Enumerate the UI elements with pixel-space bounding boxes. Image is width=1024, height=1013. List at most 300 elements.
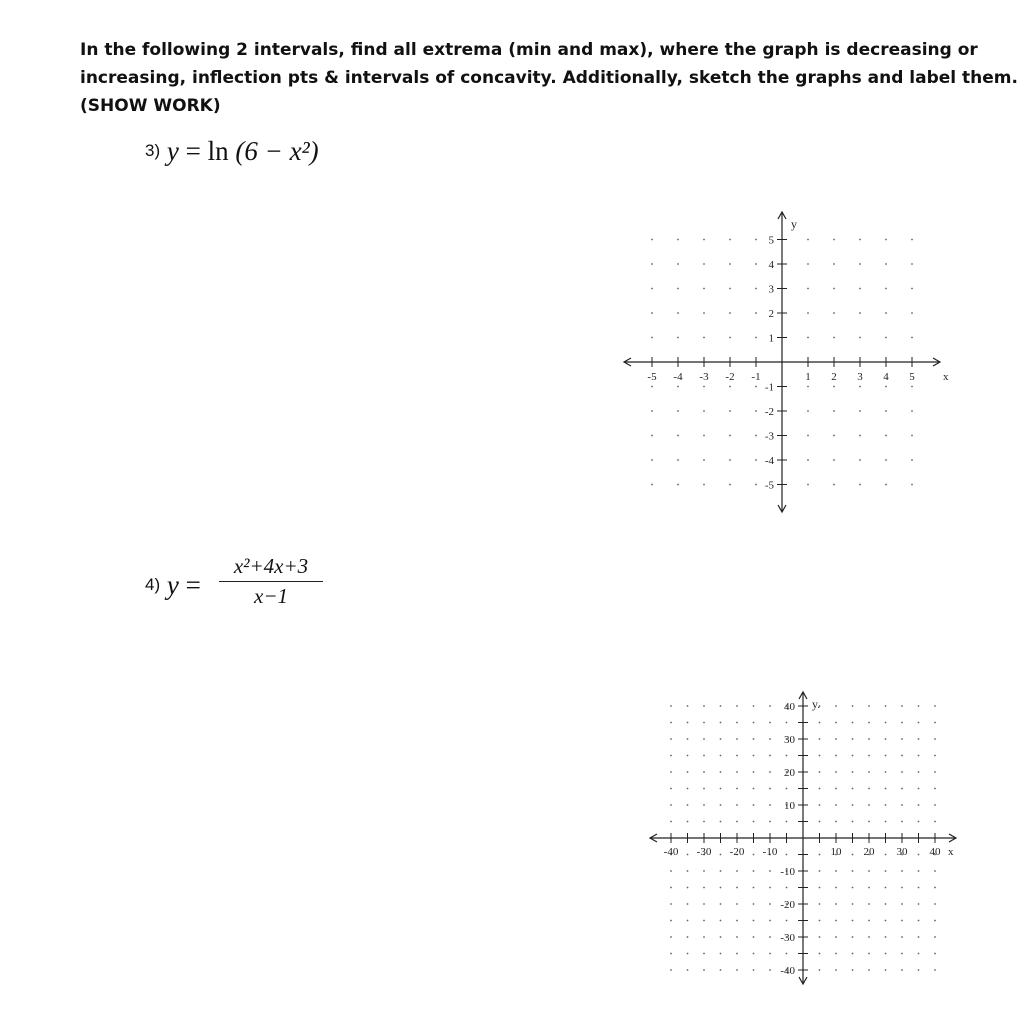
grid-dot <box>677 312 679 314</box>
grid-dot <box>911 459 913 461</box>
grid-dot <box>670 788 672 790</box>
grid-dot <box>677 337 679 339</box>
grid-dot <box>755 263 757 265</box>
grid-dot <box>753 969 755 971</box>
grid-dot <box>819 936 821 938</box>
grid-dot <box>911 410 913 412</box>
grid-dot <box>819 854 821 856</box>
x-tick-label: -5 <box>647 371 657 383</box>
y-axis-label: y. <box>812 697 821 711</box>
grid-dot <box>859 435 861 437</box>
grid-dot <box>885 788 887 790</box>
y-tick-label: 40 <box>784 700 795 713</box>
grid-dot <box>885 288 887 290</box>
grid-dot <box>807 459 809 461</box>
grid-dot <box>807 484 809 486</box>
y-tick-label: 20 <box>784 766 795 779</box>
grid-dot <box>786 887 788 889</box>
grid-dot <box>885 936 887 938</box>
grid-dot <box>736 705 738 707</box>
grid-dot <box>736 936 738 938</box>
x-tick-label: -30 <box>696 846 712 858</box>
grid-dot <box>934 755 936 757</box>
grid-dot <box>720 722 722 724</box>
grid-dot <box>720 804 722 806</box>
grid-dot <box>934 705 936 707</box>
grid-dot <box>901 755 903 757</box>
grid-dot <box>703 887 705 889</box>
grid-dot <box>835 870 837 872</box>
grid-dot <box>703 263 705 265</box>
problem-4-equals: = <box>185 570 201 600</box>
grid-dot <box>852 887 854 889</box>
grid-dot <box>677 484 679 486</box>
grid-dot <box>819 953 821 955</box>
grid-dot <box>720 821 722 823</box>
grid-dot <box>703 920 705 922</box>
grid-dot <box>835 936 837 938</box>
y-tick-label: 4 <box>768 258 774 271</box>
grid-dot <box>687 738 689 740</box>
grid-dot <box>687 804 689 806</box>
grid-dot <box>868 738 870 740</box>
grid-dot <box>736 969 738 971</box>
grid-dot <box>934 936 936 938</box>
grid-dot <box>934 771 936 773</box>
grid-dot <box>753 854 755 856</box>
grid-dot <box>911 337 913 339</box>
grid-dot <box>769 771 771 773</box>
grid-dot <box>786 920 788 922</box>
x-tick-label: -40 <box>663 846 679 858</box>
grid-dot <box>786 755 788 757</box>
grid-dot <box>934 738 936 740</box>
grid-dot <box>769 969 771 971</box>
grid-dot <box>885 953 887 955</box>
grid-dot <box>885 771 887 773</box>
grid-dot <box>868 920 870 922</box>
grid-dot <box>868 936 870 938</box>
grid-dot <box>651 263 653 265</box>
grid-dot <box>736 920 738 922</box>
grid-dot <box>687 920 689 922</box>
x-tick-label: 2 <box>831 371 837 383</box>
grid-dot <box>819 920 821 922</box>
grid-dot <box>807 386 809 388</box>
grid-dot <box>833 337 835 339</box>
grid-dot <box>868 870 870 872</box>
grid-dot <box>807 337 809 339</box>
grid-dot <box>819 722 821 724</box>
problem-3-func: ln <box>207 136 229 166</box>
grid-dot <box>651 459 653 461</box>
x-tick-label: -1 <box>751 371 761 383</box>
grid-dot <box>769 870 771 872</box>
grid-dot <box>885 435 887 437</box>
y-tick-label: 2 <box>768 307 774 320</box>
grid-dot <box>753 788 755 790</box>
grid-dot <box>687 788 689 790</box>
grid-dot <box>720 705 722 707</box>
grid-dot <box>911 484 913 486</box>
y-tick-label: -20 <box>780 898 795 911</box>
y-tick-label: -10 <box>780 865 795 878</box>
grid-dot <box>753 821 755 823</box>
grid-dot <box>835 969 837 971</box>
grid-dot <box>769 887 771 889</box>
grid-dot <box>819 755 821 757</box>
grid-dot <box>833 312 835 314</box>
grid-dot <box>901 870 903 872</box>
x-tick-label: 20 <box>863 846 875 858</box>
grid-dot <box>753 953 755 955</box>
grid-dot <box>769 788 771 790</box>
grid-dot <box>859 386 861 388</box>
grid-dot <box>833 484 835 486</box>
grid-dot <box>720 854 722 856</box>
grid-dot <box>703 337 705 339</box>
grid-dot <box>651 484 653 486</box>
grid-dot <box>703 771 705 773</box>
grid-dot <box>918 804 920 806</box>
grid-dot <box>720 738 722 740</box>
grid-dot <box>720 953 722 955</box>
grid-dot <box>901 903 903 905</box>
grid-dot <box>885 722 887 724</box>
grid-dot <box>885 239 887 241</box>
grid-dot <box>911 239 913 241</box>
grid-dot <box>852 854 854 856</box>
grid-dot <box>835 953 837 955</box>
grid-dot <box>833 410 835 412</box>
grid-dot <box>729 263 731 265</box>
grid-dot <box>911 435 913 437</box>
grid-dot <box>670 804 672 806</box>
y-tick-label: 3 <box>768 283 774 296</box>
grid-dot <box>852 738 854 740</box>
grid-dot <box>835 887 837 889</box>
grid-dot <box>687 936 689 938</box>
x-tick-label: -4 <box>673 371 683 383</box>
grid-dot <box>736 755 738 757</box>
grid-dot <box>703 804 705 806</box>
grid-dot <box>769 738 771 740</box>
grid-dot <box>934 722 936 724</box>
grid-dot <box>859 410 861 412</box>
grid-dot <box>807 312 809 314</box>
grid-dot <box>819 870 821 872</box>
grid-dot <box>833 386 835 388</box>
grid-dot <box>868 755 870 757</box>
grid-dot <box>769 804 771 806</box>
grid-dot <box>651 288 653 290</box>
grid-dot <box>769 953 771 955</box>
grid-dot <box>934 788 936 790</box>
grid-dot <box>729 459 731 461</box>
grid-dot <box>720 903 722 905</box>
x-tick-label: 4 <box>883 371 889 383</box>
grid-dot <box>736 953 738 955</box>
grid-dot <box>729 312 731 314</box>
grid-dot <box>901 722 903 724</box>
grid-dot <box>753 705 755 707</box>
grid-dot <box>670 969 672 971</box>
grid-dot <box>769 722 771 724</box>
instructions-line-1: In the following 2 intervals, find all extrema (min and max), where the graph is decreasing or <box>80 40 978 60</box>
grid-dot <box>670 920 672 922</box>
grid-dot <box>901 821 903 823</box>
problem-3-lhs: y <box>166 136 179 166</box>
grid-dot <box>687 969 689 971</box>
grid-dot <box>901 936 903 938</box>
grid-dot <box>755 410 757 412</box>
grid-dot <box>786 722 788 724</box>
grid-dot <box>835 722 837 724</box>
grid-dot <box>736 804 738 806</box>
grid-dot <box>901 738 903 740</box>
grid-dot <box>687 821 689 823</box>
grid-dot <box>677 263 679 265</box>
grid-dot <box>736 870 738 872</box>
grid-dot <box>918 788 920 790</box>
grid-dot <box>703 386 705 388</box>
grid-dot <box>677 386 679 388</box>
grid-dot <box>720 887 722 889</box>
grid-dot <box>729 288 731 290</box>
y-tick-label: -1 <box>764 381 774 394</box>
grid-dot <box>868 969 870 971</box>
problem-4-numerator: x²+4x+3 <box>219 554 323 582</box>
grid-dot <box>769 755 771 757</box>
grid-dot <box>934 969 936 971</box>
grid-dot <box>670 936 672 938</box>
grid-dot <box>868 722 870 724</box>
grid-dot <box>859 312 861 314</box>
grid-dot <box>819 771 821 773</box>
grid-dot <box>835 738 837 740</box>
grid-dot <box>901 920 903 922</box>
grid-dot <box>835 705 837 707</box>
grid-dot <box>736 738 738 740</box>
grid-dot <box>934 920 936 922</box>
grid-dot <box>670 738 672 740</box>
grid-dot <box>677 288 679 290</box>
grid-dot <box>885 484 887 486</box>
grid-dot <box>736 722 738 724</box>
grid-dot <box>687 771 689 773</box>
grid-dot <box>911 288 913 290</box>
grid-dot <box>670 755 672 757</box>
grid-dot <box>901 887 903 889</box>
grid-dot <box>885 804 887 806</box>
grid-dot <box>835 903 837 905</box>
grid-dot <box>687 854 689 856</box>
grid-dot <box>703 755 705 757</box>
grid-dot <box>835 788 837 790</box>
grid-dot <box>786 854 788 856</box>
grid-dot <box>736 887 738 889</box>
grid-dot <box>901 953 903 955</box>
grid-dot <box>852 920 854 922</box>
grid-dot <box>753 920 755 922</box>
grid-dot <box>807 288 809 290</box>
grid-dot <box>819 821 821 823</box>
grid-dot <box>755 312 757 314</box>
grid-dot <box>720 936 722 938</box>
grid-dot <box>703 936 705 938</box>
y-tick-label: -5 <box>764 479 774 492</box>
grid-dot <box>729 484 731 486</box>
grid-dot <box>651 312 653 314</box>
grid-dot <box>753 887 755 889</box>
grid-dot <box>703 239 705 241</box>
grid-dot <box>918 771 920 773</box>
problem-4-fraction <box>219 554 323 609</box>
grid-dot <box>852 788 854 790</box>
grid-dot <box>918 953 920 955</box>
grid-dot <box>859 337 861 339</box>
grid-dot <box>651 435 653 437</box>
grid-dot <box>934 804 936 806</box>
grid-dot <box>670 705 672 707</box>
grid-dot <box>934 953 936 955</box>
grid-dot <box>911 312 913 314</box>
grid-dot <box>918 705 920 707</box>
grid-dot <box>885 459 887 461</box>
grid-dot <box>885 887 887 889</box>
grid-dot <box>720 755 722 757</box>
grid-dot <box>934 870 936 872</box>
grid-dot <box>885 337 887 339</box>
grid-dot <box>852 722 854 724</box>
problem-3-number: 3) <box>145 141 161 160</box>
grid-dot <box>753 722 755 724</box>
instructions-line-2: increasing, inflection pts & intervals of concavity. Additionally, sketch the graphs and label them. <box>80 68 1018 88</box>
grid-dot <box>833 435 835 437</box>
grid-dot <box>651 386 653 388</box>
grid-dot <box>769 920 771 922</box>
grid-dot <box>670 722 672 724</box>
grid-dot <box>918 920 920 922</box>
grid-dot <box>918 969 920 971</box>
grid-dot <box>819 903 821 905</box>
grid-dot <box>703 788 705 790</box>
grid-dot <box>819 788 821 790</box>
grid-dot <box>885 821 887 823</box>
grid-dot <box>736 903 738 905</box>
grid-dot <box>703 738 705 740</box>
grid-dot <box>885 705 887 707</box>
problem-4-number: 4) <box>145 575 161 594</box>
grid-dot <box>934 903 936 905</box>
grid-dot <box>703 821 705 823</box>
grid-dot <box>819 804 821 806</box>
grid-dot <box>859 288 861 290</box>
grid-dot <box>918 854 920 856</box>
x-tick-label: 40 <box>929 846 941 858</box>
grid-dot <box>859 263 861 265</box>
grid-dot <box>833 239 835 241</box>
grid-dot <box>720 870 722 872</box>
grid-dot <box>918 755 920 757</box>
grid-dot <box>835 920 837 922</box>
grid-dot <box>918 887 920 889</box>
grid-dot <box>720 788 722 790</box>
grid-dot <box>852 953 854 955</box>
y-tick-label: -30 <box>780 931 795 944</box>
grid-dot <box>755 435 757 437</box>
grid-dot <box>677 435 679 437</box>
grid-dot <box>755 484 757 486</box>
y-tick-label: -2 <box>764 405 774 418</box>
grid-dot <box>852 821 854 823</box>
grid-dot <box>670 903 672 905</box>
grid-dot <box>703 410 705 412</box>
grid-dot <box>703 484 705 486</box>
grid-dot <box>918 722 920 724</box>
grid-dot <box>651 337 653 339</box>
grid-dot <box>852 705 854 707</box>
y-tick-label: 10 <box>784 799 795 812</box>
grid-dot <box>852 903 854 905</box>
x-tick-label: 30 <box>896 846 908 858</box>
grid-dot <box>859 459 861 461</box>
grid-dot <box>885 854 887 856</box>
grid-dot <box>911 263 913 265</box>
grid-dot <box>703 288 705 290</box>
grid-dot <box>769 705 771 707</box>
grid-dot <box>670 953 672 955</box>
grid-dot <box>687 903 689 905</box>
grid-dot <box>852 755 854 757</box>
grid-dot <box>753 936 755 938</box>
x-tick-label: -10 <box>762 846 778 858</box>
grid-dot <box>651 410 653 412</box>
grid-dot <box>868 788 870 790</box>
grid-dot <box>885 738 887 740</box>
x-tick-label: 3 <box>857 371 863 383</box>
grid-dot <box>868 705 870 707</box>
y-tick-label: -40 <box>780 964 795 977</box>
grid-dot <box>703 459 705 461</box>
grid-dot <box>736 821 738 823</box>
grid-dot <box>687 887 689 889</box>
grid-dot <box>868 903 870 905</box>
grid-dot <box>703 953 705 955</box>
grid-dot <box>911 386 913 388</box>
grid-dot <box>852 870 854 872</box>
grid-dot <box>852 969 854 971</box>
instructions <box>80 36 1018 120</box>
grid-dot <box>833 263 835 265</box>
grid-dot <box>703 722 705 724</box>
grid-dot <box>819 969 821 971</box>
grid-dot <box>736 771 738 773</box>
instructions-line-3: (SHOW WORK) <box>80 96 221 116</box>
grid-dot <box>786 821 788 823</box>
grid-dot <box>885 410 887 412</box>
grid-dot <box>901 804 903 806</box>
grid-dot <box>868 953 870 955</box>
grid-dot <box>786 953 788 955</box>
x-tick-label: 1 <box>805 371 811 383</box>
grid-dot <box>769 821 771 823</box>
x-tick-label: 10 <box>830 846 842 858</box>
grid-dot <box>918 870 920 872</box>
grid-dot <box>687 953 689 955</box>
grid-dot <box>677 459 679 461</box>
grid-dot <box>729 410 731 412</box>
